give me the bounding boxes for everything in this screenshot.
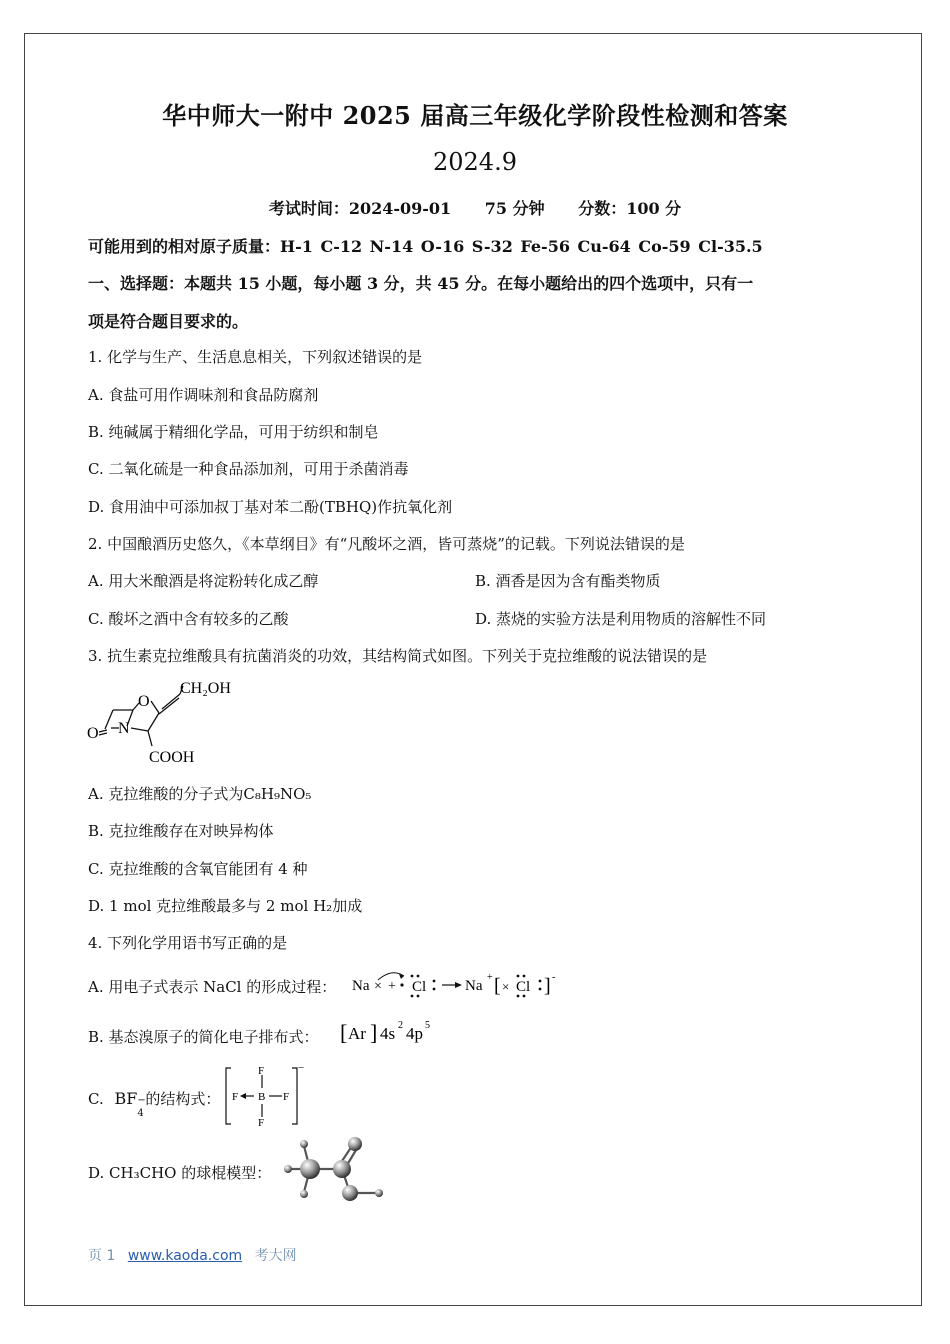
q4-stem: 4. 下列化学用语书写正确的是 bbox=[88, 934, 288, 952]
ring-oxygen: O bbox=[138, 693, 150, 710]
q2-option-b: B. 酒香是因为含有酯类物质 bbox=[475, 572, 661, 590]
q1-option-d: D. 食用油中可添加叔丁基对苯二酚(TBHQ)作抗氧化剂 bbox=[88, 498, 453, 516]
clavulanic-acid-structure bbox=[85, 676, 255, 768]
page-footer bbox=[88, 1245, 297, 1265]
atomic-masses: 可能用到的相对原子质量：H-1 C-12 N-14 O-16 S-32 Fe-56 Cu-64 Co-59 Cl-35.5 bbox=[88, 237, 763, 256]
document-date: 2024.9 bbox=[433, 148, 517, 176]
q3-option-d-h2: H₂ bbox=[313, 897, 333, 915]
page-number: 页 1 bbox=[88, 1248, 116, 1264]
q1-option-b: B. 纯碱属于精细化学品，可用于纺织和制皂 bbox=[88, 423, 379, 441]
cl-charge: - bbox=[552, 972, 556, 983]
exam-duration: 75 分钟 bbox=[484, 199, 545, 218]
svg-text:×: × bbox=[502, 979, 510, 994]
boron-atom: B bbox=[258, 1091, 266, 1103]
q3-option-a-text: A. 克拉维酸的分子式为 bbox=[88, 785, 244, 803]
config-4p-count: 5 bbox=[425, 1020, 430, 1031]
page-border bbox=[24, 33, 922, 1306]
q4-option-b-text: B. 基态溴原子的简化电子排布式： bbox=[88, 1028, 319, 1046]
config-4s: 4s bbox=[380, 1024, 396, 1043]
exam-time: 考试时间：2024-09-01 bbox=[268, 199, 452, 218]
svg-text:[: [ bbox=[494, 975, 501, 997]
section-heading-line1: 一、选择题：本题共 15 小题，每小题 3 分，共 45 分。在每小题给出的四个选项中，只有一 bbox=[88, 274, 754, 293]
ring-nitrogen: N bbox=[118, 720, 130, 737]
footer-site-name: 考大网 bbox=[254, 1248, 297, 1264]
q4-option-c-label: C. bbox=[88, 1090, 104, 1108]
bf4-symbol: BF bbox=[114, 1089, 138, 1108]
exam-meta bbox=[0, 196, 950, 219]
br-electron-config bbox=[340, 1014, 450, 1048]
q2-stem: 2. 中国酿酒历史悠久，《本草纲目》有“凡酸坏之酒，皆可蒸烧”的记载。下列说法错误的是 bbox=[88, 535, 685, 553]
bf4-subscript: 4 bbox=[137, 1108, 144, 1119]
acetaldehyde-ball-stick-model bbox=[278, 1132, 390, 1204]
svg-text:[: [ bbox=[340, 1020, 348, 1045]
exam-score: 分数：100 分 bbox=[578, 199, 682, 218]
f-left: F bbox=[232, 1091, 239, 1103]
q3-option-d-text: D. 1 mol 克拉维酸最多与 2 mol bbox=[88, 897, 309, 915]
q3-option-b: B. 克拉维酸存在对映异构体 bbox=[88, 822, 274, 840]
q3-option-a-formula: C₈H₉NO₅ bbox=[243, 785, 312, 803]
nacl-electron-formation bbox=[352, 966, 562, 1000]
q1-option-a: A. 食盐可用作调味剂和食品防腐剂 bbox=[88, 386, 319, 404]
svg-text:]: ] bbox=[370, 1020, 378, 1045]
q3-option-c: C. 克拉维酸的含氧官能团有 4 种 bbox=[88, 860, 308, 878]
footer-link[interactable]: www.kaoda.com bbox=[127, 1248, 243, 1264]
q1-option-c: C. 二氧化硫是一种食品添加剂，可用于杀菌消毒 bbox=[88, 460, 409, 478]
q3-option-d-suffix: 加成 bbox=[332, 897, 363, 915]
q4-option-d-text: D. CH₃CHO 的球棍模型： bbox=[88, 1164, 272, 1182]
bf4-struct-charge: − bbox=[298, 1062, 305, 1074]
q4-option-a-text: A. 用电子式表示 NaCl 的形成过程： bbox=[88, 978, 337, 996]
q2-option-d: D. 蒸烧的实验方法是利用物质的溶解性不同 bbox=[475, 610, 767, 628]
section-heading-line2: 项是符合题目要求的。 bbox=[88, 312, 249, 331]
na-ion: Na bbox=[465, 978, 483, 994]
f-right: F bbox=[283, 1091, 290, 1103]
svg-text:]: ] bbox=[544, 975, 551, 997]
config-4p: 4p bbox=[406, 1024, 423, 1043]
cl-ion: Cl bbox=[516, 979, 531, 995]
svg-text:×: × bbox=[374, 979, 382, 994]
q3-option-a bbox=[88, 783, 311, 804]
document-title: 华中师大一附中 2025 届高三年级化学阶段性检测和答案 bbox=[162, 101, 788, 130]
bf4-formula bbox=[114, 1089, 146, 1119]
na-atom: Na bbox=[352, 978, 370, 994]
q3-stem: 3. 抗生素克拉维酸具有抗菌消炎的功效，其结构简式如图。下列关于克拉维酸的说法错误的是 bbox=[88, 647, 708, 665]
carbonyl-oxygen: O bbox=[87, 725, 99, 742]
bf4-structure bbox=[222, 1062, 306, 1130]
config-core: Ar bbox=[348, 1024, 366, 1043]
cooh-group: COOH bbox=[149, 749, 195, 766]
q1-stem: 1. 化学与生产、生活息息相关，下列叙述错误的是 bbox=[88, 348, 423, 366]
q2-option-c: C. 酸坏之酒中含有较多的乙酸 bbox=[88, 610, 289, 628]
plus-sign: + bbox=[388, 979, 396, 994]
f-top: F bbox=[258, 1065, 265, 1077]
cl-atom: Cl bbox=[412, 979, 427, 995]
q3-option-d bbox=[88, 895, 362, 916]
na-charge: + bbox=[487, 972, 493, 983]
bf4-charge: − bbox=[137, 1095, 146, 1106]
q4-option-c bbox=[88, 1088, 221, 1119]
config-4s-count: 2 bbox=[398, 1020, 403, 1031]
q2-option-a: A. 用大米酿酒是将淀粉转化成乙醇 bbox=[88, 572, 319, 590]
f-bottom: F bbox=[258, 1117, 265, 1129]
ch2oh-group: CH₂OH bbox=[180, 680, 231, 697]
q4-option-c-suffix: 的结构式： bbox=[145, 1090, 221, 1108]
